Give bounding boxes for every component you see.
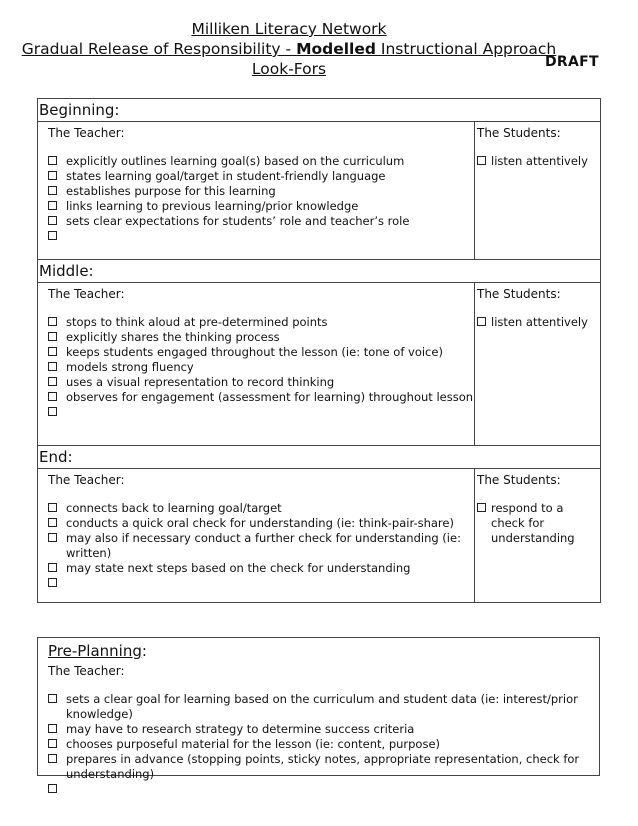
checkbox[interactable]: [48, 694, 57, 703]
checkbox[interactable]: [48, 724, 57, 733]
students-column: [475, 283, 601, 446]
students-label: The Students:: [477, 126, 561, 140]
checklist-item-text: connects back to learning goal/target: [66, 501, 282, 515]
checkbox[interactable]: [48, 503, 57, 512]
checkbox[interactable]: [48, 392, 57, 401]
lookfors-table: [37, 98, 601, 603]
preplanning-teacher-label: The Teacher:: [48, 664, 125, 678]
checklist-item: [48, 722, 599, 737]
checkbox[interactable]: [48, 377, 57, 386]
checklist-item-text: respond to a check for understanding: [491, 501, 575, 545]
checklist-item: [48, 752, 599, 782]
checklist-item: [48, 692, 599, 722]
checklist-item-text: listen attentively: [491, 315, 588, 329]
checklist-item: [48, 737, 599, 752]
checklist-item-text: stops to think aloud at pre-determined points: [66, 315, 328, 329]
checkbox[interactable]: [48, 518, 57, 527]
checkbox[interactable]: [48, 347, 57, 356]
students-checklist: [477, 315, 600, 330]
checklist-item-text: may state next steps based on the check for understanding: [66, 561, 411, 575]
checkbox[interactable]: [48, 332, 57, 341]
checklist-item: [48, 516, 474, 531]
checklist-item: [48, 531, 474, 561]
students-column: [475, 469, 601, 603]
checkbox[interactable]: [48, 216, 57, 225]
section-title: Middle:: [38, 260, 601, 283]
checkbox[interactable]: [48, 784, 57, 793]
checklist-item: [48, 561, 474, 576]
checkbox[interactable]: [48, 231, 57, 240]
checkbox[interactable]: [48, 563, 57, 572]
checklist-item-text: explicitly shares the thinking process: [66, 330, 280, 344]
checklist-item-text: keeps students engaged throughout the lesson (ie: tone of voice): [66, 345, 443, 359]
checklist-item-text: observes for engagement (assessment for learning) throughout lesson: [66, 390, 474, 404]
checklist-item: [477, 154, 600, 169]
checklist-item-text: links learning to previous learning/prior knowledge: [66, 199, 359, 213]
teacher-label: The Teacher:: [48, 473, 125, 487]
checklist-item: [48, 375, 474, 390]
checklist-item: [48, 169, 474, 184]
checklist-item-text: sets clear expectations for students’ role and teacher’s role: [66, 214, 410, 228]
teacher-checklist: [48, 154, 474, 229]
checklist-item: [48, 154, 474, 169]
teacher-column: [38, 283, 475, 446]
teacher-checklist: [48, 501, 474, 576]
checkbox[interactable]: [48, 754, 57, 763]
preplanning-title: Pre-Planning:: [48, 642, 147, 660]
checkbox[interactable]: [477, 317, 486, 326]
students-column: [475, 122, 601, 260]
checklist-item-text: conducts a quick oral check for understanding (ie: think-pair-share): [66, 516, 454, 530]
checkbox[interactable]: [48, 533, 57, 542]
checkbox[interactable]: [48, 201, 57, 210]
teacher-checklist: [48, 315, 474, 405]
checklist-item: [48, 501, 474, 516]
doc-lookfors: Look-Fors: [251, 60, 327, 78]
preplanning-list: [48, 692, 599, 782]
checklist-item: [48, 390, 474, 405]
checklist-item: [48, 360, 474, 375]
checklist-item: [48, 315, 474, 330]
checklist-item-text: sets a clear goal for learning based on the curriculum and student data (ie: interest/prior knowledge): [66, 692, 578, 721]
checklist-item-text: establishes purpose for this learning: [66, 184, 276, 198]
checklist-item-text: uses a visual representation to record thinking: [66, 375, 335, 389]
checklist-item-text: may have to research strategy to determine success criteria: [66, 722, 415, 736]
checkbox[interactable]: [48, 578, 57, 587]
checklist-item: [48, 330, 474, 345]
preplanning-box: [37, 637, 600, 781]
checklist-item-text: may also if necessary conduct a further check for understanding (ie: written): [66, 531, 461, 560]
checkbox[interactable]: [48, 186, 57, 195]
teacher-label: The Teacher:: [48, 287, 125, 301]
checklist-item-text: models strong fluency: [66, 360, 194, 374]
checklist-item-text: explicitly outlines learning goal(s) based on the curriculum: [66, 154, 405, 168]
checklist-item-text: prepares in advance (stopping points, sticky notes, appropriate representation, check for understanding): [66, 752, 580, 781]
section-title: Beginning:: [38, 99, 601, 122]
checklist-item: [48, 345, 474, 360]
checklist-item-text: states learning goal/target in student-friendly language: [66, 169, 386, 183]
checklist-item: [477, 501, 600, 546]
checkbox[interactable]: [48, 362, 57, 371]
teacher-label: The Teacher:: [48, 126, 125, 140]
students-label: The Students:: [477, 473, 561, 487]
checklist-item: [48, 184, 474, 199]
checklist-item: [48, 199, 474, 214]
draft-label: DRAFT: [545, 54, 599, 70]
checkbox[interactable]: [48, 407, 57, 416]
doc-title: Milliken Literacy Network: [191, 20, 387, 38]
checkbox[interactable]: [48, 156, 57, 165]
checkbox[interactable]: [477, 503, 486, 512]
checklist-item: [48, 214, 474, 229]
checkbox[interactable]: [48, 317, 57, 326]
checkbox[interactable]: [477, 156, 486, 165]
students-checklist: [477, 154, 600, 169]
students-checklist: [477, 501, 600, 546]
teacher-column: [38, 122, 475, 260]
teacher-column: [38, 469, 475, 603]
section-title: End:: [38, 446, 601, 469]
doc-subtitle: Gradual Release of Responsibility - Modelled Instructional Approach: [21, 40, 557, 58]
checklist-item: [477, 315, 600, 330]
checklist-item-text: listen attentively: [491, 154, 588, 168]
preplanning-colon: :: [141, 642, 147, 660]
checklist-item-text: chooses purposeful material for the lesson (ie: content, purpose): [66, 737, 441, 751]
students-label: The Students:: [477, 287, 561, 301]
checkbox[interactable]: [48, 171, 57, 180]
checkbox[interactable]: [48, 739, 57, 748]
